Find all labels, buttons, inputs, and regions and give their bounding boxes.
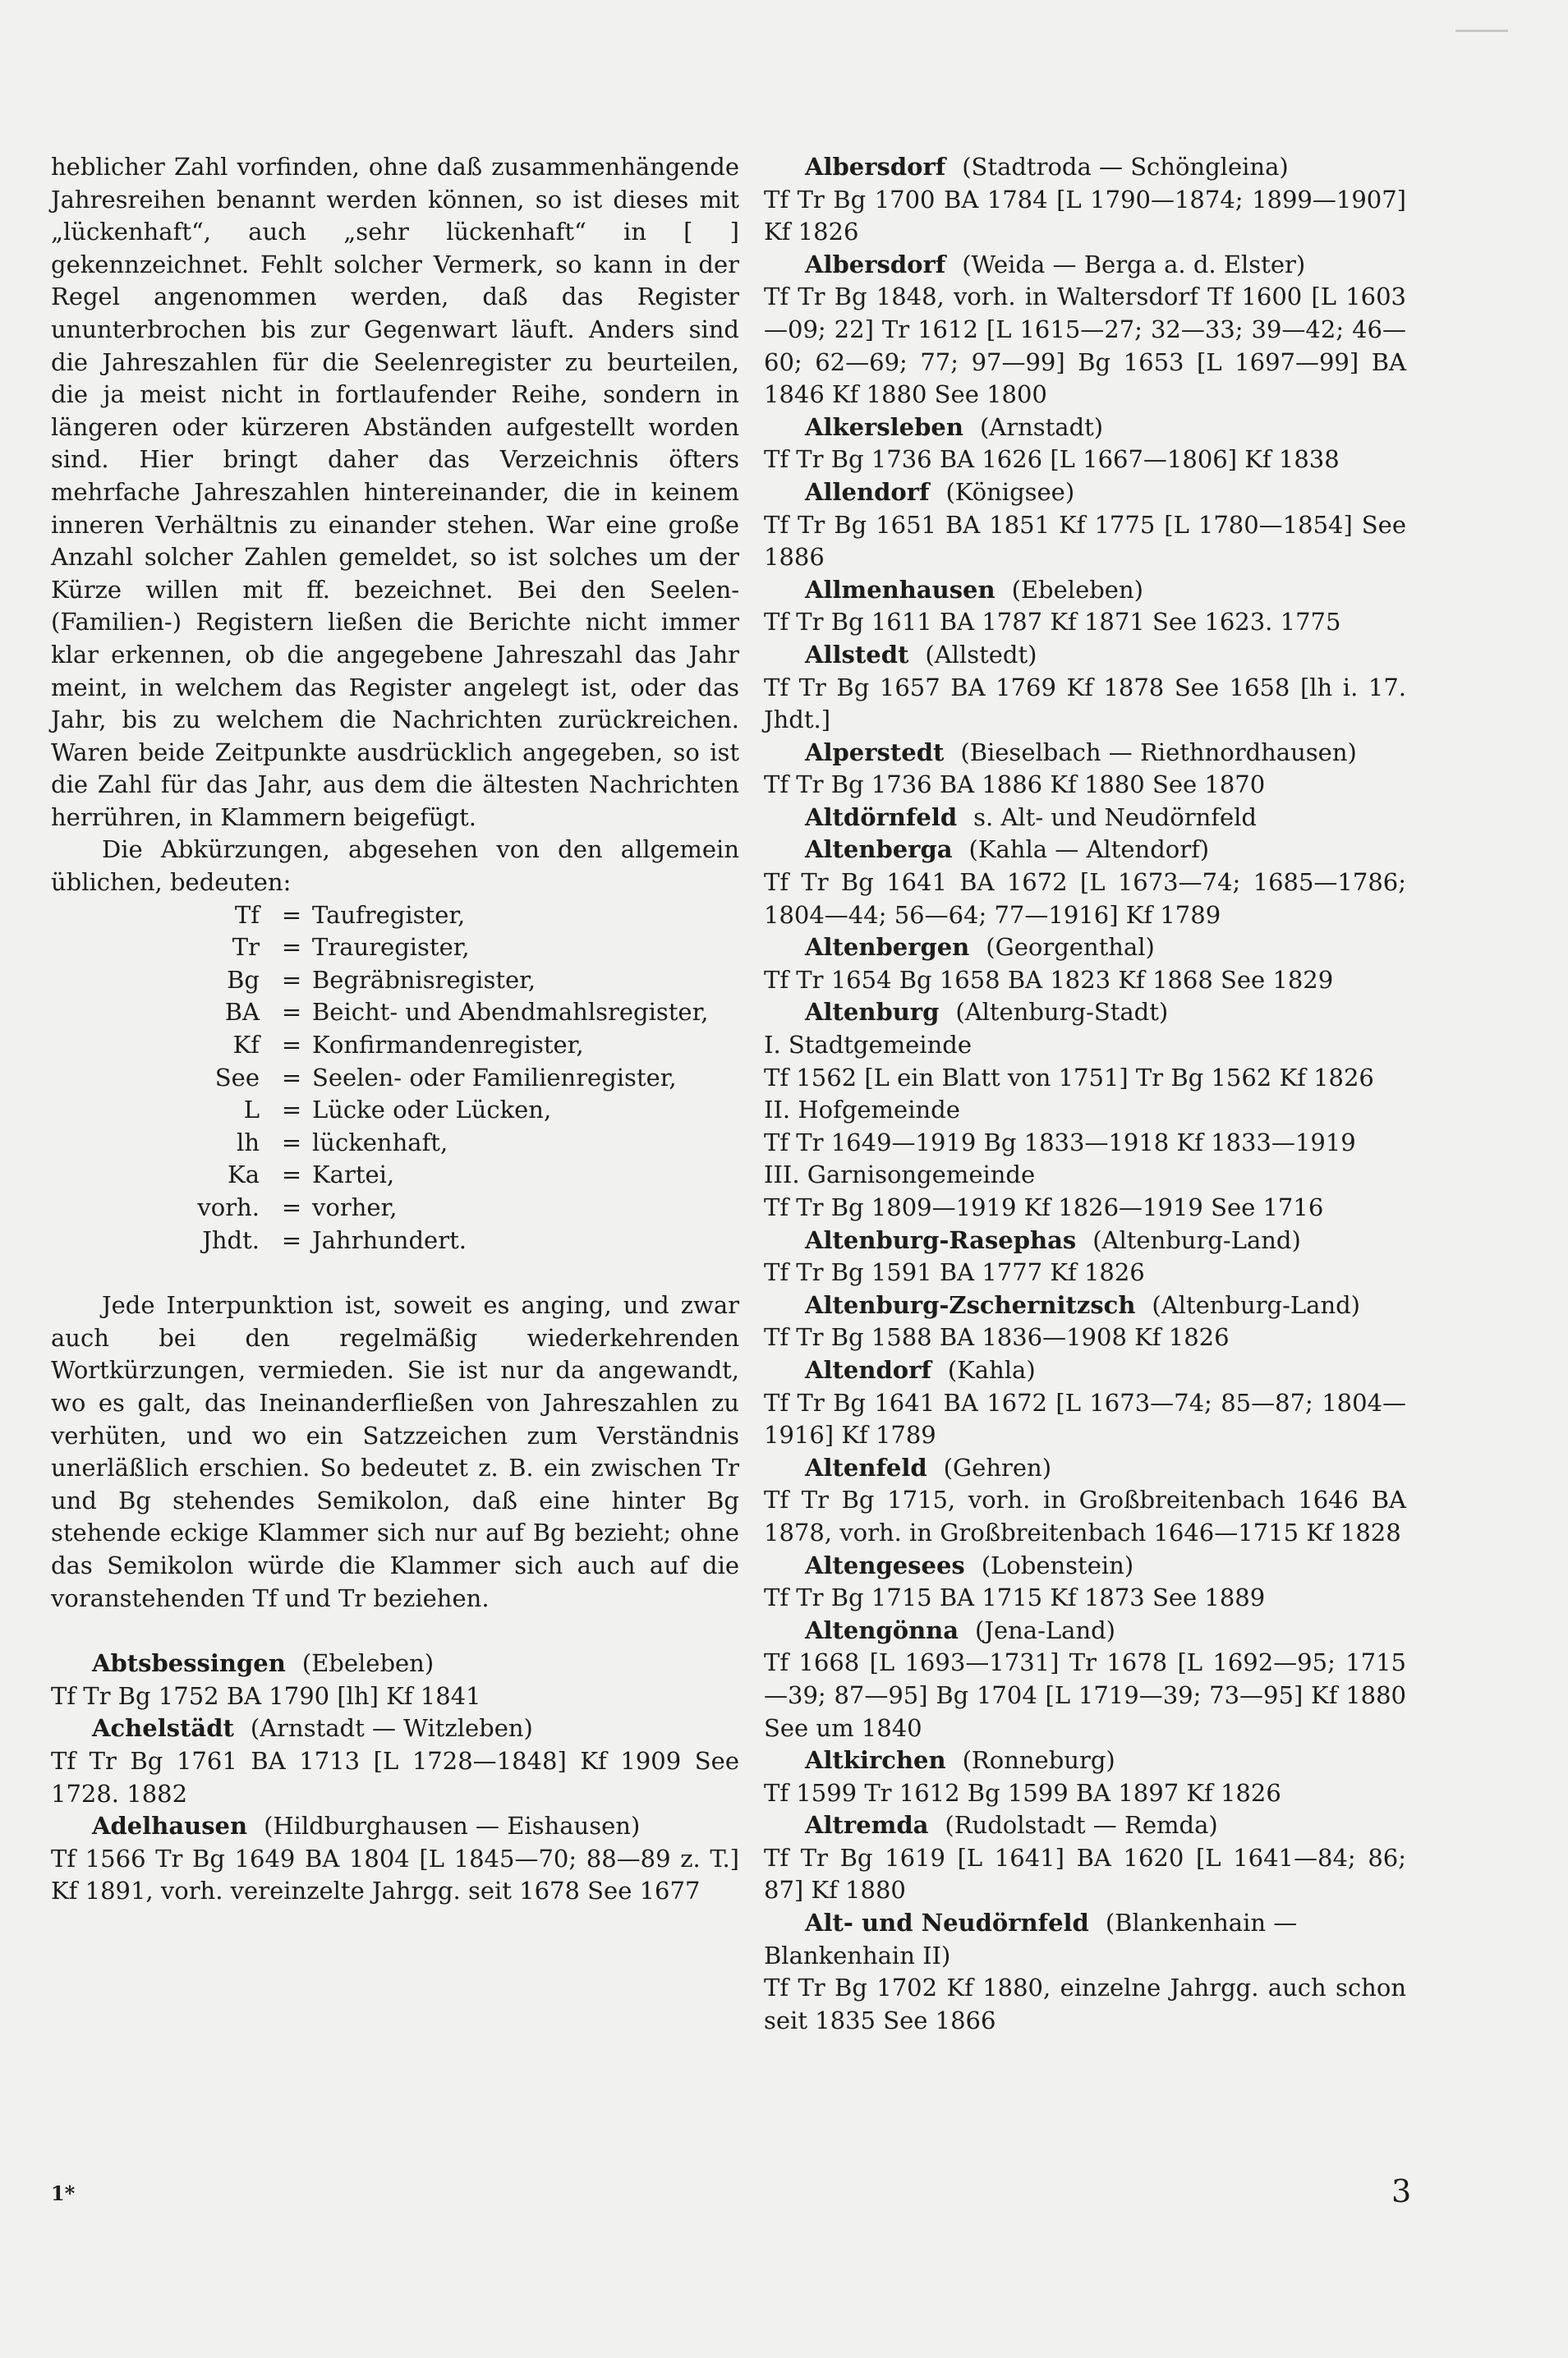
register-entry — [764, 802, 1406, 834]
place-name: Altenburg — [805, 998, 940, 1027]
abbreviation-row — [51, 1159, 739, 1192]
intro-paragraph: heblicher Zahl vorfinden, ohne daß zusammenhängende Jahresreihen benannt werden können, so ist dieses mit „lückenhaft“, auch „sehr lückenhaft“ in [ ] gekennzeichnet. Fehlt solcher Vermerk, so kann in der Regel angenommen werden, daß das Register ununterbrochen bis zur Gegenwart läuft. Anders sind die Jahreszahlen für die Seelenregister zu beurteilen, die ja meist nicht in fortlaufender Reihe, sondern in längeren oder kürzeren Abständen aufgestellt worden sind. Hier bringt daher das Verzeichnis öfters mehrfache Jahreszahlen hintereinander, die in keinem inneren Verhältnis zu einander stehen. War eine große Anzahl solcher Zahlen gemeldet, so ist solches um der Kürze willen mit ff. bezeichnet. Bei den Seelen- (Familien-) Registern ließen die Berichte nicht immer klar erkennen, ob die angegebene Jahreszahl das Jahr meint, in welchem das Register angelegt ist, oder das Jahr, bis zu welchem die Nachrichten zurückreichen. Waren beide Zeitpunkte ausdrücklich angegeben, so ist die Zahl für das Jahr, aus dem die ältesten Nachrichten herrühren, in Klammern beigefügt. — [51, 153, 739, 831]
place-name: Altenfeld — [805, 1453, 927, 1482]
abbreviation-row — [51, 1094, 739, 1127]
place-name: Altremda — [805, 1811, 929, 1840]
parish-district: s. Alt- und Neudörnfeld — [973, 802, 1257, 831]
abbreviation-key: Jhdt. — [202, 1225, 260, 1254]
place-name: Altengönna — [805, 1616, 959, 1644]
parish-district: (Georgenthal) — [986, 933, 1155, 962]
entry-heading — [51, 1712, 739, 1745]
register-entry — [764, 1094, 1406, 1127]
register-details: Tf Tr Bg 1619 [L 1641] BA 1620 [L 1641—84; 86; 87] Kf 1880 — [764, 1843, 1406, 1905]
abbreviation-key: lh — [237, 1128, 260, 1156]
register-details: Tf 1668 [L 1693—1731] Tr 1678 [L 1692—95; 1715—39; 87—95] Bg 1704 [L 1719—39; 73—95] Kf 1880 See um 1840 — [764, 1648, 1406, 1742]
entry-heading — [764, 931, 1406, 964]
parish-district: (Kahla — Altendorf) — [968, 835, 1210, 864]
place-name: Allmenhausen — [805, 575, 996, 604]
page-number: 3 — [1391, 2173, 1412, 2209]
entry-heading — [764, 737, 1406, 770]
register-details: Tf 1566 Tr Bg 1649 BA 1804 [L 1845—70; 88—89 z. T.] Kf 1891, vorh. vereinzelte Jahrgg. seit 1678 See 1677 — [51, 1844, 739, 1905]
parish-district: (Allstedt) — [925, 640, 1037, 669]
register-details: Tf Tr Bg 1848, vorh. in Waltersdorf Tf 1600 [L 1603—09; 22] Tr 1612 [L 1615—27; 32—33; 39—42; 46—60; 62—69; 77; 97—99] Bg 1653 [L 1697—99] BA 1846 Kf 1880 See 1800 — [764, 283, 1406, 409]
abbreviation-eq: = — [281, 1193, 302, 1221]
place-name: Altdörnfeld — [805, 802, 958, 831]
register-entry — [51, 1712, 739, 1810]
abbreviation-meaning: Taufregister, — [312, 900, 466, 929]
abbreviation-key: Ka — [228, 1161, 260, 1189]
parish-district: (Ebeleben) — [301, 1649, 435, 1678]
register-entry — [764, 1744, 1406, 1809]
place-name: Adelhausen — [92, 1812, 248, 1841]
register-details: Tf 1599 Tr 1612 Bg 1599 BA 1897 Kf 1826 — [764, 1778, 1281, 1807]
spacer — [51, 1615, 739, 1648]
abbreviation-eq: = — [281, 900, 302, 929]
punctuation-paragraph: Jede Interpunktion ist, soweit es anging, und zwar auch bei den regelmäßig wiederkehrenden Wortkürzungen, vermieden. Sie ist nur da angewandt, wo es galt, das Ineinanderfließen von Jahreszahlen zu verhüten, und wo ein Satzzeichen zum Verständnis unerläßlich erschien. So bedeutet z. B. ein zwischen Tr und Bg stehendes Semikolon, daß eine hinter Bg stehende eckige Klammer sich nur auf Bg bezieht; ohne das Semikolon würde die Klammer sich auch auf die voranstehenden Tf und Tr beziehen. — [51, 1291, 739, 1612]
entry-heading — [764, 1907, 1406, 1972]
register-details: Tf Tr Bg 1641 BA 1672 [L 1673—74; 85—87; 1804—1916] Kf 1789 — [764, 1388, 1406, 1450]
entry-heading — [764, 1354, 1406, 1387]
entry-heading — [51, 1648, 739, 1680]
abbreviation-row — [51, 899, 739, 932]
parish-district: (Hildburghausen — Eishausen) — [264, 1812, 641, 1841]
register-entry — [51, 1648, 739, 1712]
register-entry — [764, 1159, 1406, 1192]
register-details: Tf Tr Bg 1736 BA 1626 [L 1667—1806] Kf 1838 — [764, 445, 1340, 474]
register-details: Tf Tr Bg 1611 BA 1787 Kf 1871 See 1623. 1775 — [764, 608, 1341, 637]
parish-district: (Königsee) — [945, 477, 1075, 506]
register-details: Tf Tr Bg 1651 BA 1851 Kf 1775 [L 1780—1854] See 1886 — [764, 510, 1406, 572]
place-name: Alkersleben — [805, 412, 963, 441]
place-name: Alperstedt — [805, 738, 945, 766]
place-name: Altendorf — [805, 1355, 931, 1384]
entry-heading — [764, 411, 1406, 444]
abbreviation-key: Kf — [232, 1031, 260, 1059]
entry-heading — [764, 1809, 1406, 1842]
parish-district: (Ronneburg) — [962, 1746, 1115, 1775]
register-details: Tf Tr Bg 1736 BA 1886 Kf 1880 See 1870 — [764, 770, 1266, 799]
register-entry — [764, 574, 1406, 639]
abbreviation-row — [51, 1225, 739, 1257]
register-entry — [764, 249, 1406, 411]
place-name: Abtsbessingen — [92, 1649, 286, 1678]
place-name: Altengesees — [805, 1551, 965, 1579]
abbreviation-meaning: lückenhaft, — [312, 1128, 448, 1156]
right-column — [764, 151, 1406, 2037]
register-entry — [764, 931, 1406, 996]
abbreviation-meaning: Begräbnisregister, — [312, 965, 536, 994]
entry-heading — [764, 476, 1406, 509]
abbreviation-meaning: Trauregister, — [312, 933, 470, 962]
left-column — [51, 151, 739, 1908]
parish-district: (Rudolstadt — Remda) — [945, 1811, 1218, 1840]
register-entry — [764, 1550, 1406, 1615]
entry-heading — [764, 802, 1406, 834]
spacer — [51, 1257, 739, 1289]
entry-heading — [764, 639, 1406, 672]
place-name: Altenburg-Zschernitzsch — [805, 1290, 1136, 1319]
register-entry — [764, 1029, 1406, 1062]
abbreviation-key: Tr — [232, 933, 260, 962]
abbreviation-key: vorh. — [197, 1193, 260, 1221]
abbreviation-eq: = — [281, 998, 302, 1027]
abbreviation-meaning: Jahrhundert. — [312, 1225, 467, 1254]
register-entry — [764, 1907, 1406, 2037]
entry-heading — [764, 996, 1406, 1029]
register-entry — [764, 1289, 1406, 1354]
register-details: Tf Tr Bg 1641 BA 1672 [L 1673—74; 1685—1786; 1804—44; 56—64; 77—1916] Kf 1789 — [764, 868, 1406, 929]
register-details: Tf Tr Bg 1809—1919 Kf 1826—1919 See 1716 — [764, 1193, 1324, 1221]
parish-district: (Lobenstein) — [981, 1551, 1134, 1579]
register-details: Tf Tr Bg 1588 BA 1836—1908 Kf 1826 — [764, 1323, 1230, 1352]
parish-district: (Ebeleben) — [1011, 575, 1143, 604]
abbreviation-eq: = — [281, 1063, 302, 1092]
abbreviation-meaning: Beicht- und Abendmahlsregister, — [312, 998, 709, 1027]
entry-heading — [764, 834, 1406, 866]
register-details: Tf Tr Bg 1657 BA 1769 Kf 1878 See 1658 [lh i. 17. Jhdt.] — [764, 673, 1406, 734]
parish-district: (Weida — Berga a. d. Elster) — [962, 250, 1306, 278]
parish-district: (Altenburg-Land) — [1152, 1290, 1361, 1319]
abbreviation-row — [51, 1127, 739, 1160]
entry-heading — [764, 1744, 1406, 1777]
entry-heading — [764, 1289, 1406, 1322]
parish-district: (Kahla) — [947, 1355, 1036, 1384]
abbreviation-key: See — [214, 1063, 260, 1092]
register-entry — [764, 1354, 1406, 1452]
parish-district: (Stadtroda — Schöngleina) — [962, 153, 1289, 181]
page-signature: 1* — [51, 2181, 76, 2205]
register-entry — [764, 1615, 1406, 1744]
register-details: Tf Tr Bg 1702 Kf 1880, einzelne Jahrgg. auch schon seit 1835 See 1866 — [764, 1974, 1406, 2034]
entry-heading — [51, 1810, 739, 1843]
place-name: Allstedt — [805, 640, 909, 669]
place-name: Altenberga — [805, 835, 953, 864]
abbreviation-row — [51, 1029, 739, 1062]
abbreviation-row — [51, 964, 739, 997]
abbreviation-key: BA — [224, 998, 260, 1027]
register-details: Tf Tr 1649—1919 Bg 1833—1918 Kf 1833—1919 — [764, 1128, 1356, 1156]
abbreviations-intro: Die Abkürzungen, abgesehen von den allgemein üblichen, bedeuten: — [51, 835, 739, 897]
abbreviation-eq: = — [281, 933, 302, 962]
parish-district: (Blankenhain — Blankenhain II) — [764, 1909, 1298, 1970]
abbreviation-meaning: vorher, — [312, 1193, 398, 1221]
place-name: Allendorf — [805, 477, 930, 506]
place-name: Albersdorf — [805, 153, 946, 181]
abbreviations-list — [51, 899, 739, 1257]
register-details: II. Hofgemeinde — [764, 1096, 960, 1124]
entry-heading — [764, 574, 1406, 607]
abbreviation-row — [51, 996, 739, 1029]
register-entry — [764, 834, 1406, 931]
parish-district: (Bieselbach — Riethnordhausen) — [960, 738, 1357, 766]
abbreviation-eq: = — [281, 1225, 302, 1254]
abbreviation-key: L — [243, 1096, 260, 1124]
entry-heading — [764, 151, 1406, 184]
parish-district: (Arnstadt — Witzleben) — [250, 1714, 533, 1743]
place-name: Albersdorf — [805, 250, 946, 278]
register-entry — [764, 996, 1406, 1029]
abbreviation-meaning: Konfirmandenregister, — [312, 1031, 584, 1059]
entry-heading — [764, 1225, 1406, 1257]
scan-edge-mark — [1455, 30, 1508, 32]
register-entry — [764, 476, 1406, 574]
place-name: Altenbergen — [805, 933, 970, 962]
register-entry — [764, 1809, 1406, 1907]
entry-heading — [764, 249, 1406, 282]
entry-heading — [764, 1550, 1406, 1583]
place-name: Altkirchen — [805, 1746, 946, 1775]
register-details: Tf Tr Bg 1761 BA 1713 [L 1728—1848] Kf 1909 See 1728. 1882 — [51, 1746, 739, 1808]
register-details: Tf Tr Bg 1700 BA 1784 [L 1790—1874; 1899—1907] Kf 1826 — [764, 185, 1406, 246]
parish-district: (Jena-Land) — [975, 1616, 1116, 1644]
register-details: III. Garnisongemeinde — [764, 1161, 1036, 1189]
register-entry — [764, 411, 1406, 476]
register-details: Tf 1562 [L ein Blatt von 1751] Tr Bg 1562 Kf 1826 — [764, 1063, 1374, 1092]
register-entry — [51, 1810, 739, 1908]
parish-district: (Altenburg-Stadt) — [955, 998, 1169, 1027]
parish-district: (Arnstadt) — [979, 412, 1104, 441]
abbreviation-row — [51, 1062, 739, 1095]
register-entry — [764, 1452, 1406, 1550]
place-name: Achelstädt — [92, 1714, 234, 1743]
register-entry — [764, 1062, 1406, 1095]
abbreviation-eq: = — [281, 1128, 302, 1156]
register-entry — [764, 151, 1406, 249]
abbreviation-eq: = — [281, 965, 302, 994]
parish-district: (Gehren) — [943, 1453, 1052, 1482]
register-details: Tf Tr Bg 1715, vorh. in Großbreitenbach 1646 BA 1878, vorh. in Großbreitenbach 1646—1715 Kf 1828 — [764, 1486, 1406, 1547]
abbreviation-meaning: Kartei, — [312, 1161, 395, 1189]
abbreviation-key: Tf — [234, 900, 260, 929]
parish-district: (Altenburg-Land) — [1092, 1225, 1301, 1254]
abbreviation-row — [51, 1192, 739, 1225]
register-details: Tf Tr Bg 1715 BA 1715 Kf 1873 See 1889 — [764, 1583, 1266, 1612]
abbreviation-meaning: Seelen- oder Familienregister, — [312, 1063, 677, 1092]
abbreviation-eq: = — [281, 1096, 302, 1124]
register-details: Tf Tr Bg 1591 BA 1777 Kf 1826 — [764, 1258, 1145, 1287]
place-name: Altenburg-Rasephas — [805, 1225, 1077, 1254]
register-details: I. Stadtgemeinde — [764, 1031, 972, 1059]
abbreviation-key: Bg — [227, 965, 260, 994]
register-entries-left — [51, 1648, 739, 1908]
abbreviation-meaning: Lücke oder Lücken, — [312, 1096, 552, 1124]
abbreviation-row — [51, 931, 739, 964]
abbreviation-eq: = — [281, 1161, 302, 1189]
abbreviation-eq: = — [281, 1031, 302, 1059]
register-entry — [764, 737, 1406, 802]
register-entry — [764, 1127, 1406, 1160]
register-entries-right — [764, 151, 1406, 2037]
place-name: Alt- und Neudörnfeld — [805, 1909, 1089, 1937]
register-entry — [764, 1225, 1406, 1289]
register-entry — [764, 639, 1406, 737]
register-details: Tf Tr 1654 Bg 1658 BA 1823 Kf 1868 See 1829 — [764, 965, 1334, 994]
entry-heading — [764, 1452, 1406, 1485]
register-details: Tf Tr Bg 1752 BA 1790 [lh] Kf 1841 — [51, 1681, 481, 1710]
register-entry — [764, 1192, 1406, 1225]
entry-heading — [764, 1615, 1406, 1648]
